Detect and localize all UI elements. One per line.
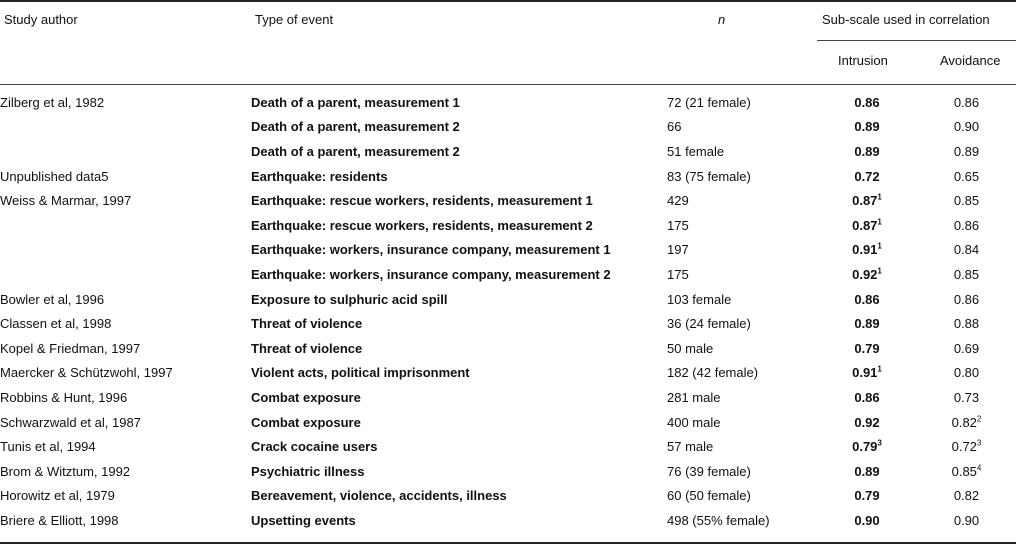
cell-n: [667, 311, 817, 336]
cell-avoidance-text: 0.69: [953, 340, 980, 356]
cell-avoidance: [917, 287, 1016, 312]
table-row: [0, 238, 1016, 263]
cell-n-text: 83 (75 female): [667, 168, 751, 184]
cell-avoidance-text: 0.86: [953, 94, 980, 110]
cell-type-of-event-text: Threat of violence: [251, 316, 363, 332]
cell-type-of-event: [251, 336, 667, 361]
cell-study-author: [0, 336, 251, 361]
cell-avoidance: [917, 484, 1016, 509]
table-row: [0, 164, 1016, 189]
cell-intrusion-text: 0.79: [854, 488, 880, 504]
cell-avoidance: [917, 361, 1016, 386]
cell-avoidance-text: 0.86: [953, 217, 980, 233]
cell-study-author-text: Unpublished data5: [0, 168, 109, 184]
cell-avoidance: [917, 188, 1016, 213]
table-row: [0, 287, 1016, 312]
cell-n: [667, 115, 817, 140]
cell-type-of-event-text: Bereavement, violence, accidents, illness: [251, 488, 507, 504]
cell-n: [667, 385, 817, 410]
cell-type-of-event: [251, 115, 667, 140]
table-body: [0, 90, 1016, 533]
cell-avoidance-text: 0.85: [953, 193, 980, 209]
cell-intrusion-text: 0.79: [852, 439, 878, 455]
cell-study-author: [0, 90, 251, 115]
cell-intrusion: [817, 410, 917, 435]
cell-n: [667, 188, 817, 213]
cell-intrusion: [817, 336, 917, 361]
header-avoidance: Avoidance: [940, 53, 1001, 68]
cell-type-of-event-text: Earthquake: rescue workers, residents, measurement 2: [251, 217, 593, 233]
correlation-table: [0, 90, 1016, 533]
subscale-rule: [817, 40, 1016, 41]
cell-intrusion: [817, 213, 917, 238]
cell-type-of-event: [251, 139, 667, 164]
cell-avoidance-footnote: 3: [976, 438, 982, 448]
cell-study-author: [0, 311, 251, 336]
cell-type-of-event: [251, 262, 667, 287]
cell-avoidance-text: 0.65: [953, 168, 980, 184]
cell-avoidance: [917, 385, 1016, 410]
cell-n: [667, 434, 817, 459]
cell-avoidance-text: 0.82: [953, 488, 980, 504]
cell-avoidance: [917, 508, 1016, 533]
cell-n-text: 51 female: [667, 143, 725, 159]
cell-intrusion: [817, 459, 917, 484]
cell-n: [667, 213, 817, 238]
cell-n-text: 429: [667, 193, 689, 209]
cell-avoidance-text: 0.90: [953, 512, 980, 528]
cell-type-of-event-text: Exposure to sulphuric acid spill: [251, 291, 448, 307]
cell-study-author-text: Robbins & Hunt, 1996: [0, 389, 128, 405]
cell-type-of-event-text: Earthquake: residents: [251, 168, 388, 184]
table-row: [0, 139, 1016, 164]
header-subscale: Sub-scale used in correlation: [822, 12, 990, 27]
cell-n: [667, 459, 817, 484]
cell-study-author: [0, 287, 251, 312]
cell-study-author-text: Tunis et al, 1994: [0, 439, 96, 455]
table-row: [0, 213, 1016, 238]
cell-study-author: [0, 484, 251, 509]
cell-n: [667, 287, 817, 312]
cell-avoidance: [917, 459, 1016, 484]
cell-type-of-event-text: Earthquake: workers, insurance company, measurement 2: [251, 266, 611, 282]
cell-intrusion: [817, 115, 917, 140]
cell-intrusion: [817, 434, 917, 459]
cell-study-author: [0, 361, 251, 386]
cell-avoidance-text: 0.82: [951, 414, 977, 430]
table-row: [0, 410, 1016, 435]
cell-avoidance: [917, 311, 1016, 336]
cell-avoidance: [917, 336, 1016, 361]
cell-intrusion-footnote: 1: [877, 217, 882, 227]
cell-intrusion-footnote: 1: [877, 242, 882, 252]
cell-n: [667, 508, 817, 533]
cell-intrusion-text: 0.92: [854, 414, 880, 430]
cell-avoidance-text: 0.89: [953, 143, 980, 159]
cell-study-author-text: Briere & Elliott, 1998: [0, 512, 119, 528]
cell-study-author-text: Kopel & Friedman, 1997: [0, 340, 141, 356]
cell-type-of-event: [251, 410, 667, 435]
cell-avoidance-footnote: 2: [976, 414, 982, 424]
header-study-author: Study author: [4, 12, 78, 27]
cell-intrusion: [817, 262, 917, 287]
cell-n: [667, 484, 817, 509]
cell-type-of-event: [251, 90, 667, 115]
cell-n-text: 281 male: [667, 389, 721, 405]
cell-n: [667, 238, 817, 263]
cell-avoidance: [917, 139, 1016, 164]
cell-n: [667, 164, 817, 189]
cell-type-of-event: [251, 361, 667, 386]
cell-avoidance: [917, 262, 1016, 287]
cell-type-of-event-text: Earthquake: workers, insurance company, measurement 1: [251, 242, 611, 258]
cell-avoidance-text: 0.90: [953, 119, 980, 135]
cell-study-author: [0, 164, 251, 189]
cell-type-of-event-text: Death of a parent, measurement 2: [251, 143, 460, 159]
header-n: n: [718, 12, 726, 27]
cell-study-author-text: Horowitz et al, 1979: [0, 488, 115, 504]
cell-type-of-event: [251, 434, 667, 459]
cell-avoidance: [917, 164, 1016, 189]
cell-avoidance: [917, 410, 1016, 435]
cell-study-author-text: Zilberg et al, 1982: [0, 94, 105, 110]
cell-intrusion: [817, 508, 917, 533]
cell-study-author: [0, 188, 251, 213]
cell-intrusion: [817, 139, 917, 164]
cell-study-author: [0, 262, 251, 287]
cell-avoidance-text: 0.85: [953, 266, 980, 282]
header-bottom-rule: [0, 84, 1016, 85]
cell-n-text: 498 (55% female): [667, 512, 770, 528]
cell-avoidance-text: 0.73: [953, 389, 980, 405]
cell-avoidance-text: 0.88: [953, 316, 980, 332]
cell-n: [667, 262, 817, 287]
cell-type-of-event: [251, 385, 667, 410]
cell-intrusion-text: 0.87: [852, 193, 878, 209]
cell-type-of-event: [251, 213, 667, 238]
cell-intrusion: [817, 238, 917, 263]
cell-intrusion-footnote: 1: [877, 192, 882, 202]
table-row: [0, 484, 1016, 509]
cell-type-of-event: [251, 188, 667, 213]
table-bottom-rule: [0, 542, 1016, 544]
cell-study-author: [0, 434, 251, 459]
cell-n-text: 57 male: [667, 439, 714, 455]
cell-n-text: 175: [667, 217, 689, 233]
cell-avoidance: [917, 434, 1016, 459]
table-row: [0, 262, 1016, 287]
cell-study-author: [0, 238, 251, 263]
cell-intrusion-text: 0.89: [854, 316, 880, 332]
cell-intrusion-text: 0.92: [852, 266, 878, 282]
cell-type-of-event: [251, 238, 667, 263]
cell-intrusion-text: 0.86: [854, 389, 880, 405]
cell-study-author: [0, 213, 251, 238]
cell-study-author-text: Bowler et al, 1996: [0, 291, 105, 307]
cell-study-author-text: Brom & Witztum, 1992: [0, 463, 131, 479]
cell-n: [667, 410, 817, 435]
cell-intrusion-text: 0.86: [854, 291, 880, 307]
cell-type-of-event: [251, 508, 667, 533]
cell-intrusion-text: 0.89: [854, 463, 880, 479]
cell-study-author: [0, 115, 251, 140]
cell-type-of-event-text: Earthquake: rescue workers, residents, measurement 1: [251, 193, 593, 209]
cell-study-author-text: Maercker & Schützwohl, 1997: [0, 365, 173, 381]
cell-type-of-event-text: Violent acts, political imprisonment: [251, 365, 470, 381]
cell-intrusion: [817, 164, 917, 189]
cell-intrusion: [817, 484, 917, 509]
cell-n: [667, 139, 817, 164]
cell-intrusion: [817, 311, 917, 336]
cell-avoidance-footnote: 4: [976, 463, 982, 473]
cell-n-text: 60 (50 female): [667, 488, 751, 504]
cell-type-of-event-text: Crack cocaine users: [251, 439, 378, 455]
cell-intrusion-text: 0.91: [852, 242, 878, 258]
cell-n-text: 175: [667, 266, 689, 282]
cell-intrusion-text: 0.89: [854, 143, 880, 159]
cell-n-text: 400 male: [667, 414, 721, 430]
cell-intrusion-text: 0.86: [854, 94, 880, 110]
cell-study-author: [0, 139, 251, 164]
table-row: [0, 459, 1016, 484]
cell-type-of-event-text: Combat exposure: [251, 389, 361, 405]
cell-type-of-event-text: Death of a parent, measurement 1: [251, 94, 460, 110]
cell-avoidance: [917, 238, 1016, 263]
cell-intrusion: [817, 188, 917, 213]
cell-avoidance-text: 0.85: [951, 463, 977, 479]
cell-n-text: 50 male: [667, 340, 714, 356]
cell-avoidance-text: 0.84: [953, 242, 980, 258]
cell-study-author-text: Classen et al, 1998: [0, 316, 112, 332]
cell-type-of-event-text: Death of a parent, measurement 2: [251, 119, 460, 135]
cell-type-of-event: [251, 311, 667, 336]
cell-n-text: 197: [667, 242, 689, 258]
cell-intrusion-text: 0.91: [852, 365, 878, 381]
table-row: [0, 188, 1016, 213]
cell-intrusion-footnote: 3: [877, 438, 882, 448]
cell-avoidance-text: 0.80: [953, 365, 980, 381]
cell-avoidance: [917, 90, 1016, 115]
cell-type-of-event: [251, 484, 667, 509]
table-row: [0, 508, 1016, 533]
table-row: [0, 311, 1016, 336]
table-row: [0, 90, 1016, 115]
cell-n-text: 182 (42 female): [667, 365, 759, 381]
cell-type-of-event-text: Threat of violence: [251, 340, 363, 356]
table-row: [0, 434, 1016, 459]
cell-intrusion-text: 0.72: [854, 168, 880, 184]
cell-type-of-event-text: Upsetting events: [251, 512, 356, 528]
cell-intrusion-footnote: 1: [877, 365, 882, 374]
cell-intrusion: [817, 90, 917, 115]
cell-avoidance-text: 0.86: [953, 291, 980, 307]
cell-intrusion-text: 0.79: [854, 340, 880, 356]
cell-n: [667, 336, 817, 361]
cell-intrusion: [817, 361, 917, 386]
cell-type-of-event-text: Psychiatric illness: [251, 463, 365, 479]
cell-type-of-event: [251, 459, 667, 484]
cell-study-author: [0, 508, 251, 533]
cell-avoidance-text: 0.72: [951, 439, 977, 455]
cell-intrusion-text: 0.89: [854, 119, 880, 135]
cell-n: [667, 361, 817, 386]
header-type-of-event: Type of event: [255, 12, 334, 27]
cell-type-of-event: [251, 164, 667, 189]
cell-study-author-text: Schwarzwald et al, 1987: [0, 414, 141, 430]
table-row: [0, 115, 1016, 140]
cell-n-text: 36 (24 female): [667, 316, 751, 332]
cell-avoidance: [917, 213, 1016, 238]
cell-study-author-text: Weiss & Marmar, 1997: [0, 193, 132, 209]
cell-intrusion-text: 0.90: [854, 512, 880, 528]
cell-n-text: 72 (21 female): [667, 94, 751, 110]
cell-n-text: 103 female: [667, 291, 732, 307]
cell-study-author: [0, 385, 251, 410]
cell-avoidance: [917, 115, 1016, 140]
cell-study-author: [0, 410, 251, 435]
table-top-rule: [0, 0, 1016, 2]
cell-n: [667, 90, 817, 115]
table-row: [0, 361, 1016, 386]
table-row: [0, 385, 1016, 410]
cell-intrusion: [817, 385, 917, 410]
cell-n-text: 76 (39 female): [667, 463, 751, 479]
header-intrusion: Intrusion: [838, 53, 888, 68]
cell-intrusion-text: 0.87: [852, 217, 878, 233]
table-row: [0, 336, 1016, 361]
cell-type-of-event: [251, 287, 667, 312]
cell-type-of-event-text: Combat exposure: [251, 414, 361, 430]
cell-n-text: 66: [667, 119, 682, 135]
cell-intrusion: [817, 287, 917, 312]
cell-intrusion-footnote: 1: [877, 266, 882, 276]
cell-study-author: [0, 459, 251, 484]
